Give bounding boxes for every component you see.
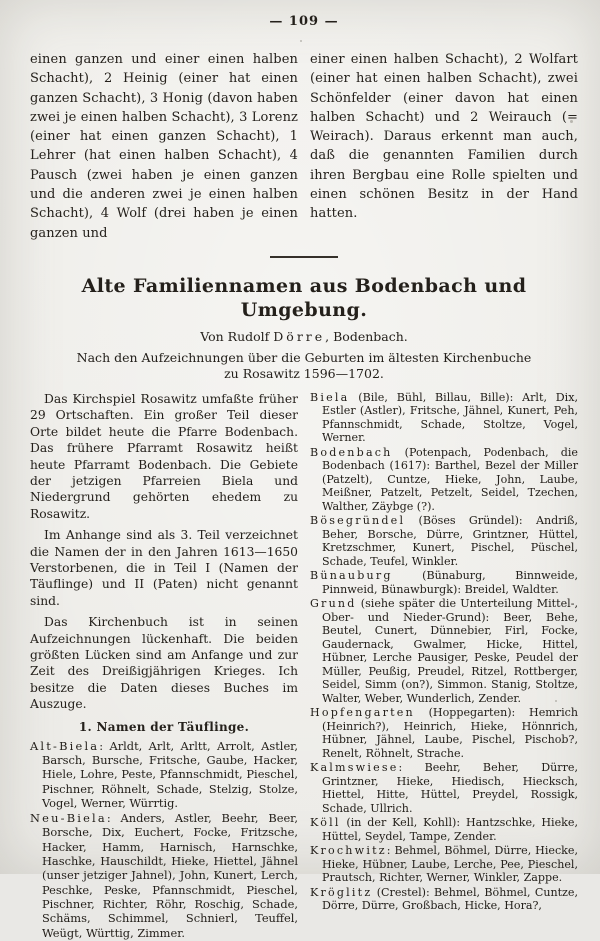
name-list-entry-hopfengarten	[310, 706, 578, 760]
place-name: Kröglitz	[310, 885, 373, 899]
place-name: Grund	[310, 597, 357, 611]
name-list-entry-krochwitz	[310, 844, 578, 885]
place-name: Hopfengarten	[310, 706, 415, 720]
intro-paragraph-3: Das Kirchenbuch ist in seinen Aufzeichnungen lückenhaft. Die beiden größten Lücken sind am Anfange und zur Zeit des Dreißigjährigen Krieges. Ich besitze die Daten dieses Buches im Auszuge.	[30, 615, 298, 712]
prev-article-right-column	[310, 50, 578, 243]
place-name: Bünauburg	[310, 569, 393, 583]
scan-speckle	[555, 700, 557, 702]
prev-article-right-text: einer einen halben Schacht), 2 Wolfart (einer hat einen halben Schacht), zwei Schönfelder (einer davon hat einen halben Schacht) und 2 Weirauch (= Weirach). Daraus erkennt man auch, daß die genannten Familien durch ihren Bergbau eine Rolle spielten und einen schönen Besitz in der Hand hatten.	[310, 52, 578, 222]
entry-names: (siehe später die Unterteilung Mittel-, Ober- und Nieder-Grund): Beer, Behe, Beutel, Cunert, Dünnebier, Firl, Focke, Gaudernack, Gwalmer, Hicke, Hittel, Hübner, Lerche Pausiger, Peske, Peudel der Müller, Peußig, Preudel, Ritzel, Rottberger, Seidel, Simm (on?), Simmon. Stanig, Stoltze, Walter, Weber, Wunderlich, Zender.	[322, 597, 578, 705]
entry-names: (Bile, Bühl, Billau, Bille): Arlt, Dix, Estler (Astler), Fritsche, Jähnel, Kunert, Peh, Pfannschmidt, Schade, Stoltze, Vogel, Werner.	[322, 390, 578, 445]
name-list-entry-grund	[310, 597, 578, 705]
entry-names: : Anders, Astler, Beehr, Beer, Borsche, Dix, Euchert, Focke, Fritzsche, Hacker, Hamm, Harnisch, Harnschke, Haschke, Hauschildt, Hieke, Hiettel, Jähnel (unser jetziger Jahnel), John, Kunert, Lerch, Peschke, Peske, Pfannschmidt, Pieschel, Pischner, Richter, Röhr, Roschig, Schade, Schäms, Schimmel, Schnierl, Teuffel, Weügt, Württig, Zimmer.	[42, 811, 298, 940]
entry-names: (Bünaburg, Binnweide, Pinnweid, Bünawburgk): Breidel, Waldter.	[322, 569, 578, 596]
name-list-entry-boesegruendel	[310, 514, 578, 568]
name-list-entry-kalmswiese	[310, 761, 578, 815]
place-name: Bösegründel	[310, 514, 406, 528]
byline-author-name: Dörre	[273, 328, 326, 344]
name-list-entry-kroeglitz	[310, 886, 578, 913]
intro-paragraph-2: Im Anhange sind als 3. Teil verzeichnet die Namen der in den Jahren 1613—1650 Verstorbenen, die in Teil I (Namen der Täuflinge) und II (Paten) nicht genannt sind.	[30, 528, 298, 608]
page-number: — 109 —	[269, 14, 339, 29]
name-list-entry-neu-biela	[30, 811, 298, 940]
article-left-column	[30, 391, 298, 941]
place-name: Köll	[310, 816, 341, 830]
entry-names: (Hoppegarten): Hemrich (Heinrich?), Heinrich, Hieke, Hönnrich, Hübner, Jähnel, Laube, Pischel, Pischob?, Renelt, Röhnelt, Strache.	[322, 706, 578, 760]
article-title: Alte Familiennamen aus Bodenbach und Umgebung.	[81, 274, 527, 321]
entry-names: : Beehr, Beher, Dürre, Grintzner, Hieke, Hiedisch, Hiecksch, Hiettel, Hitte, Hüttel, Preydel, Rossigk, Schade, Ullrich.	[322, 761, 578, 815]
article-body	[30, 391, 578, 941]
name-list-entry-buenauburg	[310, 569, 578, 596]
previous-article-continuation	[30, 50, 578, 243]
prev-article-left-text: einen ganzen und einer einen halben Schacht), 2 Heinig (einer hat einen ganzen Schacht), 3 Honig (davon haben zwei je einen halben Schacht), 3 Lorenz (einer hat einen ganzen Schacht), 1 Lehrer (hat einen halben Schacht), 4 Pausch (zwei haben je einen ganzen und die anderen zwei je einen halben Schacht), 4 Wolf (drei haben je einen ganzen und	[30, 52, 298, 241]
name-list-entry-biela	[310, 391, 578, 445]
scan-speckle	[300, 40, 302, 42]
article-right-column	[310, 391, 578, 914]
place-name: Biela	[310, 390, 350, 404]
scan-speckle	[570, 120, 573, 123]
intro-paragraph-1: Das Kirchspiel Rosawitz umfaßte früher 29 Ortschaften. Ein großer Teil dieser Orte bildet heute die Pfarre Bodenbach. Das frühere Pfarramt Rosawitz heißt heute Pfarramt Bodenbach. Die Gebiete der jetzigen Pfarreien Biela und Niedergrund gehörten ehedem zu Rosawitz.	[30, 391, 298, 521]
place-name: Krochwitz	[310, 844, 387, 858]
article-subtitle	[30, 350, 578, 382]
article-byline	[30, 329, 578, 344]
name-list-entry-koell	[310, 816, 578, 843]
entry-names: (in der Kell, Kohll): Hantzschke, Hieke, Hüttel, Seydel, Tampe, Zender.	[322, 816, 578, 843]
entry-names: (Böses Gründel): Andriß, Beher, Borsche, Dürre, Grintzner, Hüttel, Kretzschmer, Kunert, Pischel, Püschel, Schade, Teufel, Winkler.	[322, 514, 578, 568]
entry-names: : Behmel, Böhmel, Dürre, Hiecke, Hieke, Hübner, Laube, Lerche, Pee, Pieschel, Prautsch, Richter, Werner, Winkler, Zappe.	[322, 844, 578, 885]
name-list-entry-bodenbach	[310, 446, 578, 514]
prev-article-left-column	[30, 50, 298, 243]
subtitle-line-1: Nach den Aufzeichnungen über die Geburten im ältesten Kirchenbuche	[76, 349, 532, 365]
subtitle-line-2: zu Rosawitz 1596—1702.	[224, 365, 384, 381]
section-divider-rule	[270, 256, 338, 258]
name-list-entry-alt-biela	[30, 739, 298, 810]
place-name: Kalmswiese	[310, 761, 399, 775]
byline-suffix: , Bodenbach.	[325, 328, 408, 344]
place-name: Neu-Biela	[30, 811, 107, 826]
entry-names: : Arldt, Arlt, Arltt, Arrolt, Astler, Barsch, Bursche, Fritsche, Gaube, Hacker, Hiele, Lohre, Peste, Pfannschmidt, Pieschel, Pischner, Röhnelt, Schade, Stelzig, Stolze, Vogel, Werner, Würrtig.	[42, 738, 298, 810]
section-heading: 1. Namen der Täuflinge.	[78, 719, 250, 734]
entry-names: (Crestel): Behmel, Böhmel, Cuntze, Dörre, Dürre, Großbach, Hicke, Hora?,	[322, 885, 578, 913]
byline-prefix: Von Rudolf	[200, 328, 274, 344]
place-name: Bodenbach	[310, 445, 393, 459]
place-name: Alt-Biela	[30, 738, 100, 753]
entry-names: (Potenpach, Podenbach, die Bodenbach (1617): Barthel, Bezel der Miller (Patzelt), Cuntze, Hieke, John, Laube, Meißner, Patzelt, Petzelt, Seidel, Tzechen, Walther, Zäybge (?).	[322, 445, 578, 513]
